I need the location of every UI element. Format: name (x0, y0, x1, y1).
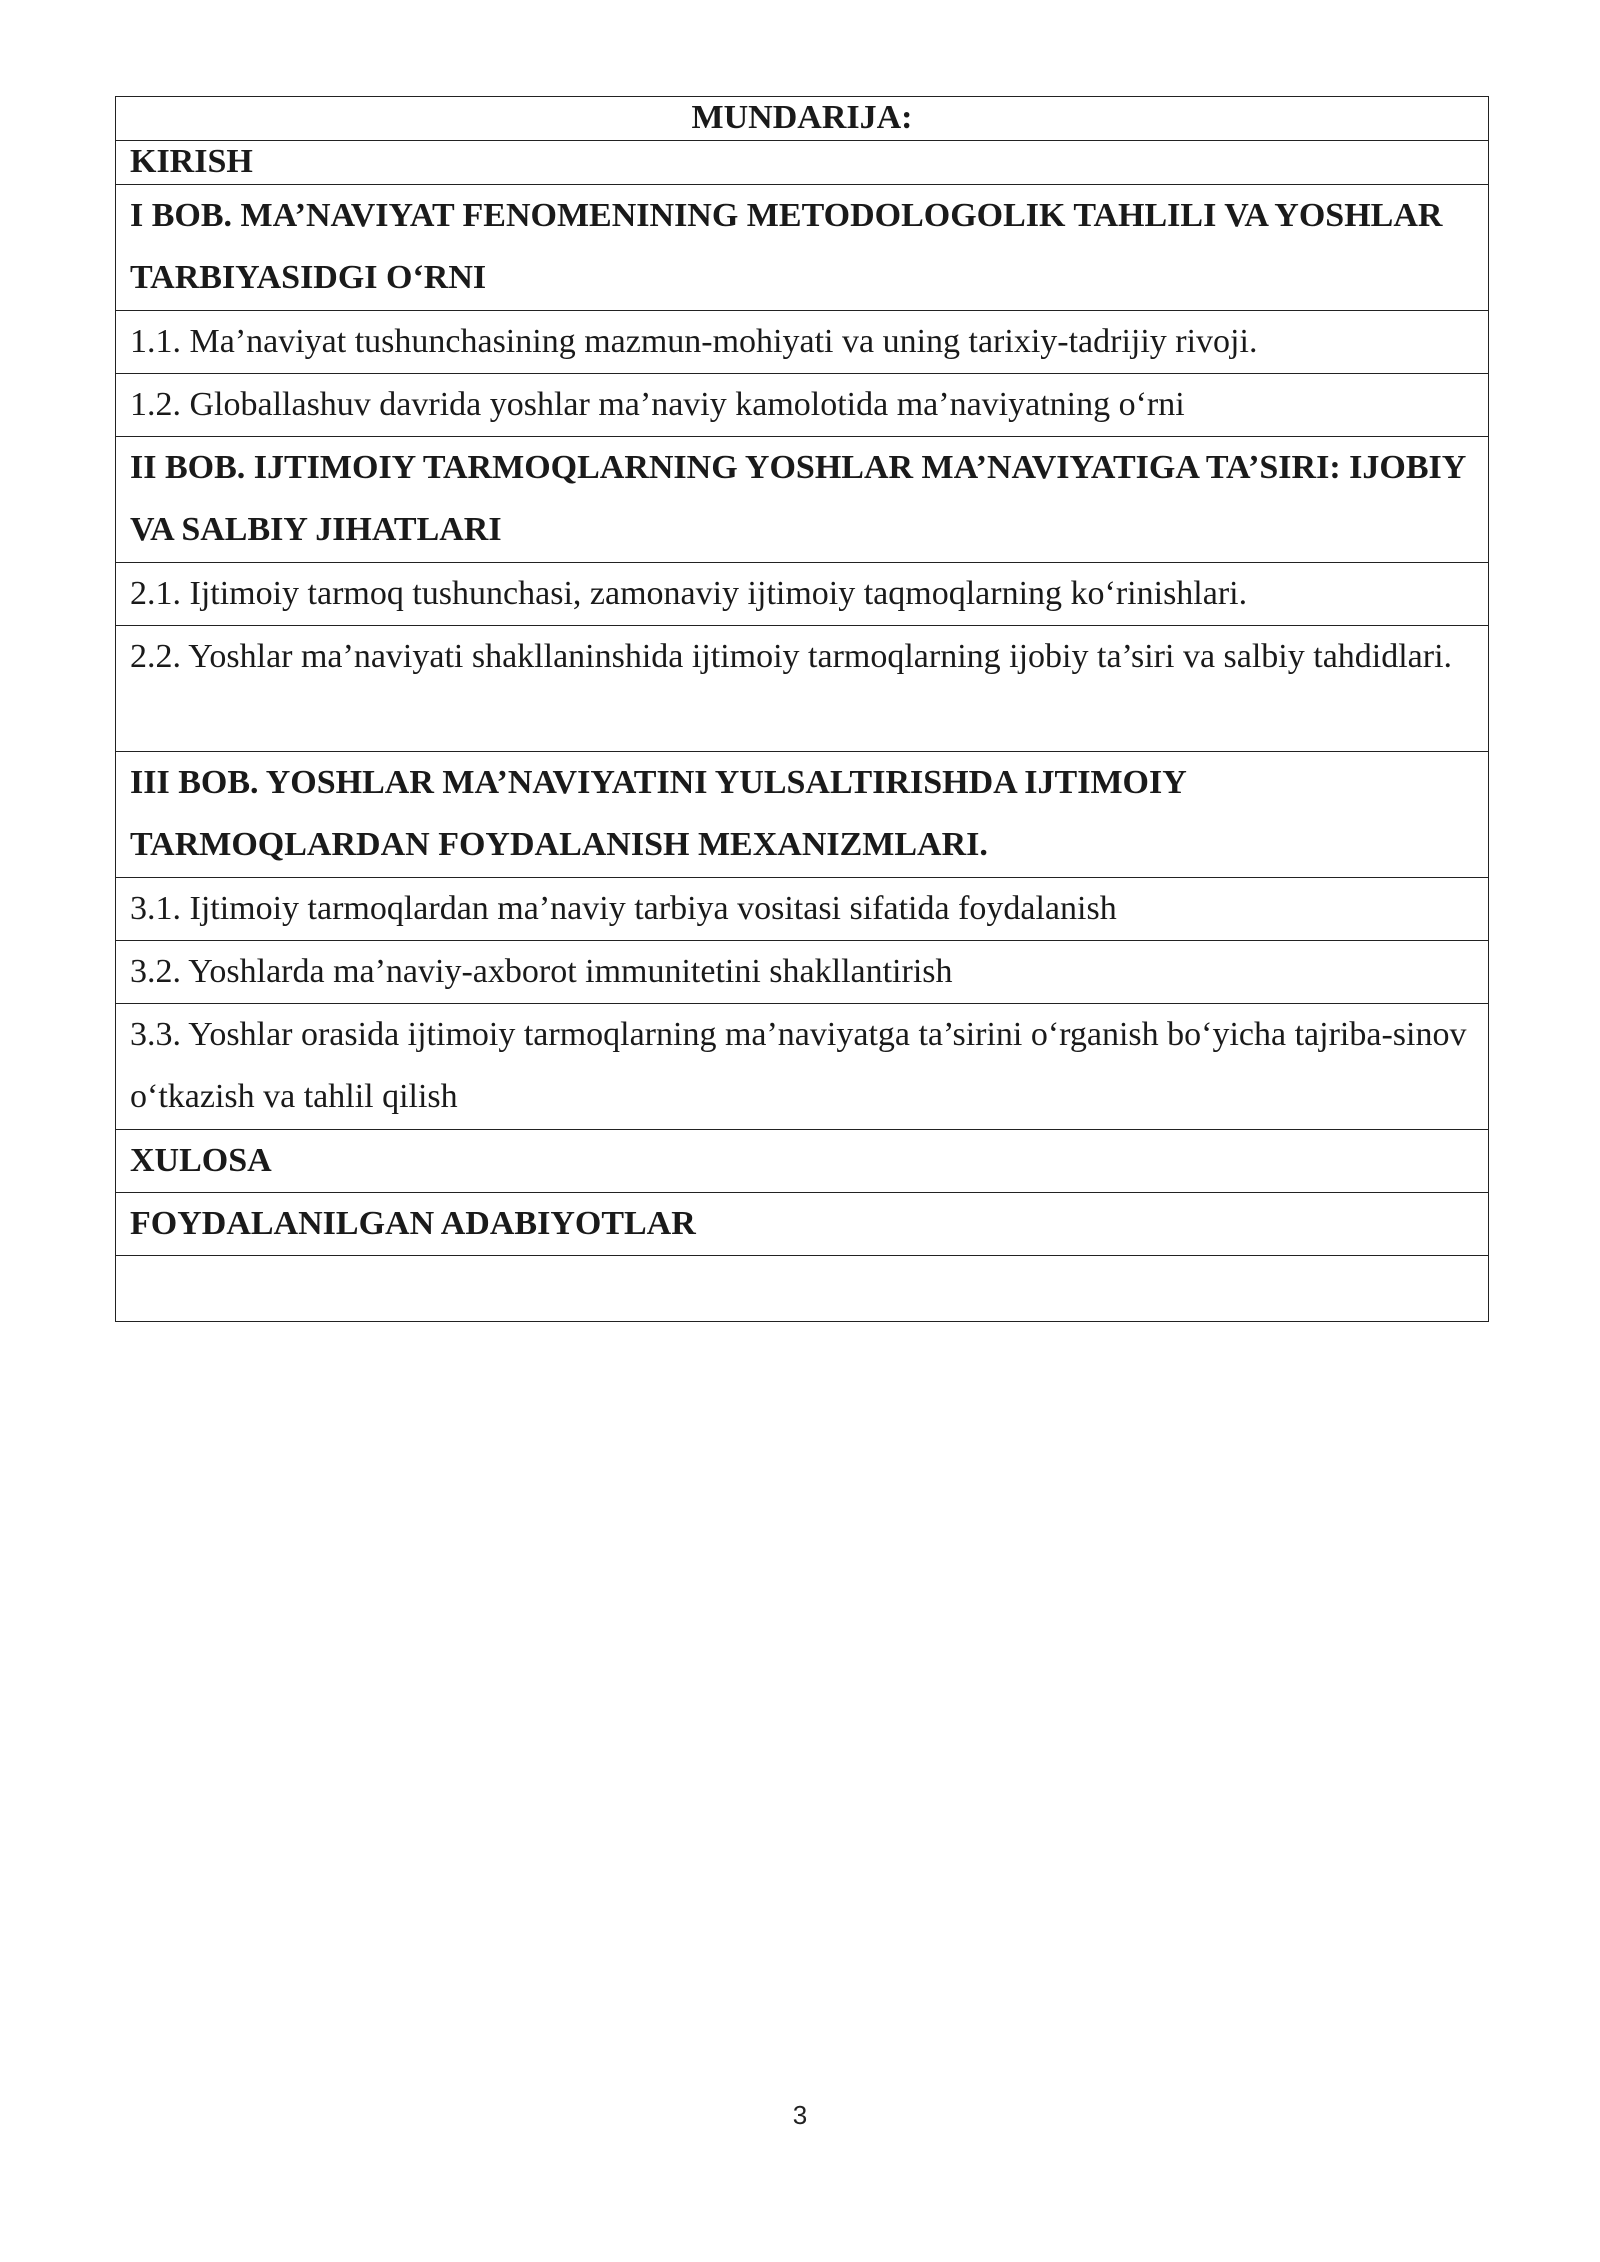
table-row (116, 1256, 1489, 1322)
toc-entry-chapter-2: II BOB. IJTIMOIY TARMOQLARNING YOSHLAR MA’NAVIYATIGA TA’SIRI: IJOBIY VA SALBIY JIHATLARI (116, 437, 1489, 563)
table-row (116, 374, 1489, 437)
toc-title-row (116, 97, 1489, 141)
toc-entry-section-1-2: 1.2. Globallashuv davrida yoshlar ma’naviy kamolotida ma’naviyatning o‘rni (116, 374, 1489, 437)
table-row (116, 1130, 1489, 1193)
table-row (116, 1004, 1489, 1130)
table-row (116, 878, 1489, 941)
table-row (116, 437, 1489, 563)
table-row (116, 141, 1489, 185)
table-row (116, 1193, 1489, 1256)
table-row (116, 626, 1489, 752)
toc-entry-section-1-1: 1.1. Ma’naviyat tushunchasining mazmun-mohiyati va uning tarixiy-tadrijiy rivoji. (116, 311, 1489, 374)
toc-entry-kirish: KIRISH (116, 141, 1489, 185)
table-row (116, 311, 1489, 374)
table-row (116, 185, 1489, 311)
table-row (116, 752, 1489, 878)
toc-entry-chapter-3: III BOB. YOSHLAR MA’NAVIYATINI YULSALTIRISHDA IJTIMOIY TARMOQLARDAN FOYDALANISH MEXANIZMLARI. (116, 752, 1489, 878)
toc-entry-section-3-3: 3.3. Yoshlar orasida ijtimoiy tarmoqlarning ma’naviyatga ta’sirini o‘rganish bo‘yicha tajriba-sinov o‘tkazish va tahlil qilish (116, 1004, 1489, 1130)
table-row (116, 941, 1489, 1004)
page-number: 3 (792, 2100, 808, 2130)
table-row (116, 563, 1489, 626)
toc-entry-chapter-1: I BOB. MA’NAVIYAT FENOMENINING METODOLOGOLIK TAHLILI VA YOSHLAR TARBIYASIDGI O‘RNI (116, 185, 1489, 311)
toc-entry-section-3-2: 3.2. Yoshlarda ma’naviy-axborot immunitetini shakllantirish (116, 941, 1489, 1004)
toc-entry-section-2-2: 2.2. Yoshlar ma’naviyati shakllaninshida ijtimoiy tarmoqlarning ijobiy ta’siri va salbiy tahdidlari. (116, 626, 1489, 752)
toc-title: MUNDARIJA: (116, 97, 1489, 141)
toc-entry-bibliography: FOYDALANILGAN ADABIYOTLAR (116, 1193, 1489, 1256)
toc-empty-row (116, 1256, 1489, 1322)
toc-entry-section-2-1: 2.1. Ijtimoiy tarmoq tushunchasi, zamonaviy ijtimoiy taqmoqlarning ko‘rinishlari. (116, 563, 1489, 626)
toc-entry-section-3-1: 3.1. Ijtimoiy tarmoqlardan ma’naviy tarbiya vositasi sifatida foydalanish (116, 878, 1489, 941)
toc-entry-xulosa: XULOSA (116, 1130, 1489, 1193)
table-of-contents (115, 96, 1489, 1322)
